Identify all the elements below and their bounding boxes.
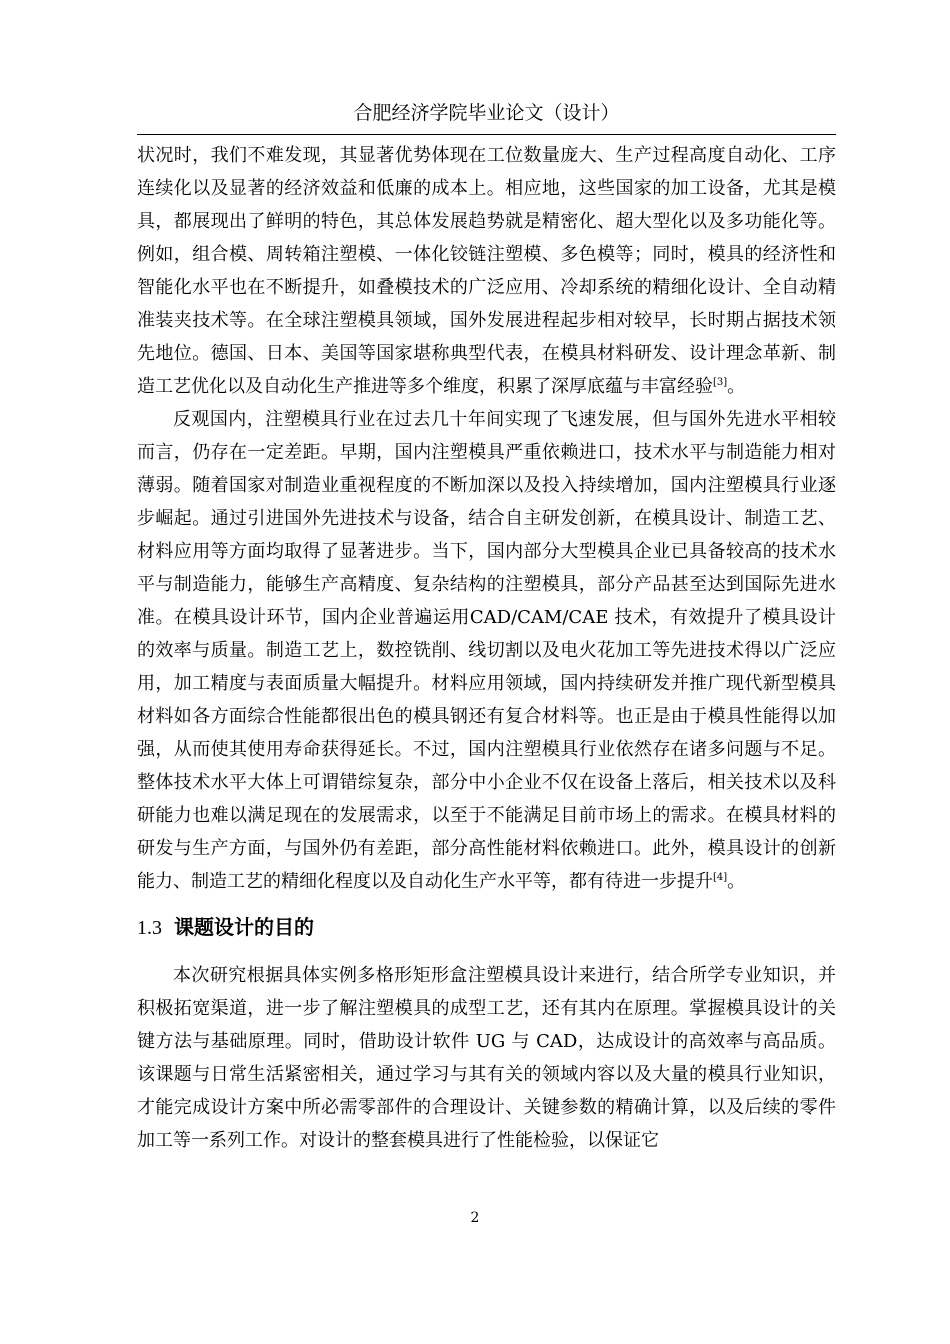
citation-ref: [3] <box>713 377 728 388</box>
paragraph-end: 。 <box>727 871 746 892</box>
page-header <box>137 98 836 135</box>
paragraph-end: 。 <box>727 376 746 397</box>
section-heading <box>137 902 836 953</box>
citation-ref: [4] <box>713 872 728 883</box>
header-title: 合肥经济学院毕业论文（设计） <box>353 102 620 124</box>
paragraph-text: 状况时，我们不难发现，其显著优势体现在工位数量庞大、生产过程高度自动化、工序连续化以及显著的经济效益和低廉的成本上。相应地，这些国家的加工设备，尤其是模具，都展现出了鲜明的特色，其总体发展趋势就是精密化、超大型化以及多功能化等。例如，组合模、周转箱注塑模、一体化铰链注塑模、多色模等；同时，模具的经济性和智能化水平也在不断提升，如叠模技术的广泛应用、冷却系统的精细化设计、全自动精准装夹技术等。在全球注塑模具领域，国外发展进程起步相对较早，长时期占据技术领先地位。德国、日本、美国等国家堪称典型代表，在模具材料研发、设计理念革新、制造工艺优化以及自动化生产推进等多个维度，积累了深厚底蕴与丰富经验 <box>137 145 836 397</box>
paragraph-purpose <box>137 959 836 1157</box>
paragraph-continuation <box>137 139 836 403</box>
page-number: 2 <box>470 1210 480 1226</box>
paragraph-text: 本次研究根据具体实例多格形矩形盒注塑模具设计来进行，结合所学专业知识，并积极拓宽渠道，进一步了解注塑模具的成型工艺，还有其内在原理。掌握模具设计的关键方法与基础原理。同时，借助设计软件 UG 与 CAD，达成设计的高效率与高品质。该课题与日常生活紧密相关，通过学习与其有关的领域内容以及大量的模具行业知识，才能完成设计方案中所必需零部件的合理设计、关键参数的精确计算，以及后续的零件加工等一系列工作。对设计的整套模具进行了性能检验，以保证它 <box>137 965 836 1151</box>
section-number: 1.3 <box>137 917 162 939</box>
paragraph-domestic <box>137 403 836 898</box>
section-title: 课题设计的目的 <box>174 915 314 939</box>
document-body <box>137 139 836 1157</box>
paragraph-text: 反观国内，注塑模具行业在过去几十年间实现了飞速发展，但与国外先进水平相较而言，仍存在一定差距。早期，国内注塑模具严重依赖进口，技术水平与制造能力相对薄弱。随着国家对制造业重视程度的不断加深以及投入持续增加，国内注塑模具行业逐步崛起。通过引进国外先进技术与设备，结合自主研发创新，在模具设计、制造工艺、材料应用等方面均取得了显著进步。当下，国内部分大型模具企业已具备较高的技术水平与制造能力，能够生产高精度、复杂结构的注塑模具，部分产品甚至达到国际先进水准。在模具设计环节，国内企业普遍运用CAD/CAM/CAE 技术，有效提升了模具设计的效率与质量。制造工艺上，数控铣削、线切割以及电火花加工等先进技术得以广泛应用，加工精度与表面质量大幅提升。材料应用领域，国内持续研发并推广现代新型模具材料如各方面综合性能都很出色的模具钢还有复合材料等。也正是由于模具性能得以加强，从而使其使用寿命获得延长。不过，国内注塑模具行业依然存在诸多问题与不足。整体技术水平大体上可谓错综复杂，部分中小企业不仅在设备上落后，相关技术以及科研能力也难以满足现在的发展需求，以至于不能满足目前市场上的需求。在模具材料的研发与生产方面，与国外仍有差距，部分高性能材料依赖进口。此外，模具设计的创新能力、制造工艺的精细化程度以及自动化生产水平等，都有待进一步提升 <box>137 409 836 892</box>
